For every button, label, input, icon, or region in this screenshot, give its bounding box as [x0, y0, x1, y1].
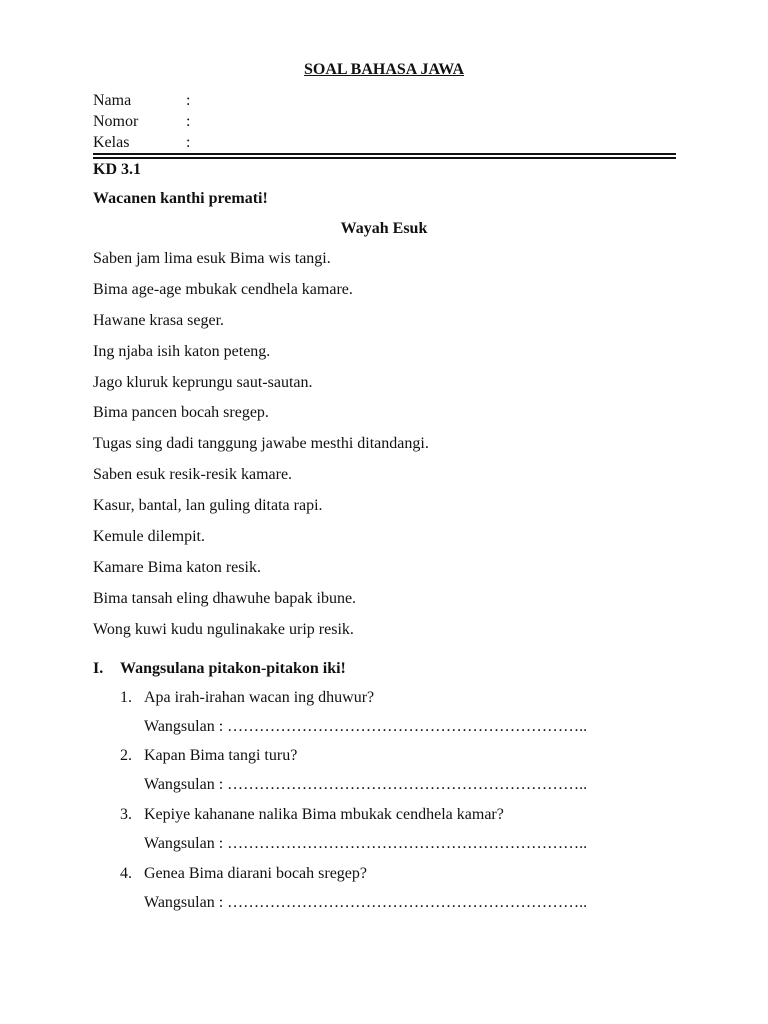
question-text: Kepiye kahanane nalika Bima mbukak cendhela kamar?: [144, 806, 504, 823]
paragraph-line: Bima tansah eling dhawuhe bapak ibune.: [93, 590, 357, 607]
question-number: 4.: [120, 865, 132, 882]
section-title: Wangsulana pitakon-pitakon iki!: [120, 660, 346, 677]
answer-line: Wangsulan : …………………………………………………………..: [144, 835, 588, 852]
paragraph-line: Saben esuk resik-resik kamare.: [93, 466, 293, 483]
class-colon: :: [186, 134, 191, 151]
question-number: 3.: [120, 806, 132, 823]
name-colon: :: [186, 92, 191, 109]
header-rule-bottom: [93, 157, 676, 159]
answer-line: Wangsulan : …………………………………………………………..: [144, 776, 588, 793]
number-label: Nomor: [93, 113, 139, 130]
document-title: SOAL BAHASA JAWA: [303, 61, 465, 78]
answer-line: Wangsulan : …………………………………………………………..: [144, 894, 588, 911]
paragraph-line: Kemule dilempit.: [93, 528, 205, 545]
question-text: Apa irah-irahan wacan ing dhuwur?: [144, 689, 375, 706]
section-number: I.: [93, 660, 104, 677]
number-colon: :: [186, 113, 191, 130]
question-number: 2.: [120, 747, 132, 764]
paragraph-line: Jago kluruk keprungu saut-sautan.: [93, 374, 313, 391]
paragraph-line: Saben jam lima esuk Bima wis tangi.: [93, 250, 331, 267]
kd-heading: KD 3.1: [93, 161, 141, 178]
question-number: 1.: [120, 689, 132, 706]
reading-title: Wayah Esuk: [340, 220, 428, 237]
answer-line: Wangsulan : …………………………………………………………..: [144, 718, 588, 735]
paragraph-line: Kamare Bima katon resik.: [93, 559, 261, 576]
class-label: Kelas: [93, 134, 130, 151]
question-text: Kapan Bima tangi turu?: [144, 747, 298, 764]
header-rule-top: [93, 153, 676, 155]
question-text: Genea Bima diarani bocah sregep?: [144, 865, 368, 882]
paragraph-line: Ing njaba isih katon peteng.: [93, 343, 271, 360]
paragraph-line: Bima pancen bocah sregep.: [93, 404, 269, 421]
paragraph-line: Wong kuwi kudu ngulinakake urip resik.: [93, 621, 354, 638]
paragraph-line: Kasur, bantal, lan guling ditata rapi.: [93, 497, 323, 514]
paragraph-line: Hawane krasa seger.: [93, 312, 225, 329]
reading-instruction: Wacanen kanthi premati!: [93, 190, 268, 207]
paragraph-line: Tugas sing dadi tanggung jawabe mesthi ditandangi.: [93, 435, 429, 452]
paragraph-line: Bima age-age mbukak cendhela kamare.: [93, 281, 353, 298]
name-label: Nama: [93, 92, 132, 109]
